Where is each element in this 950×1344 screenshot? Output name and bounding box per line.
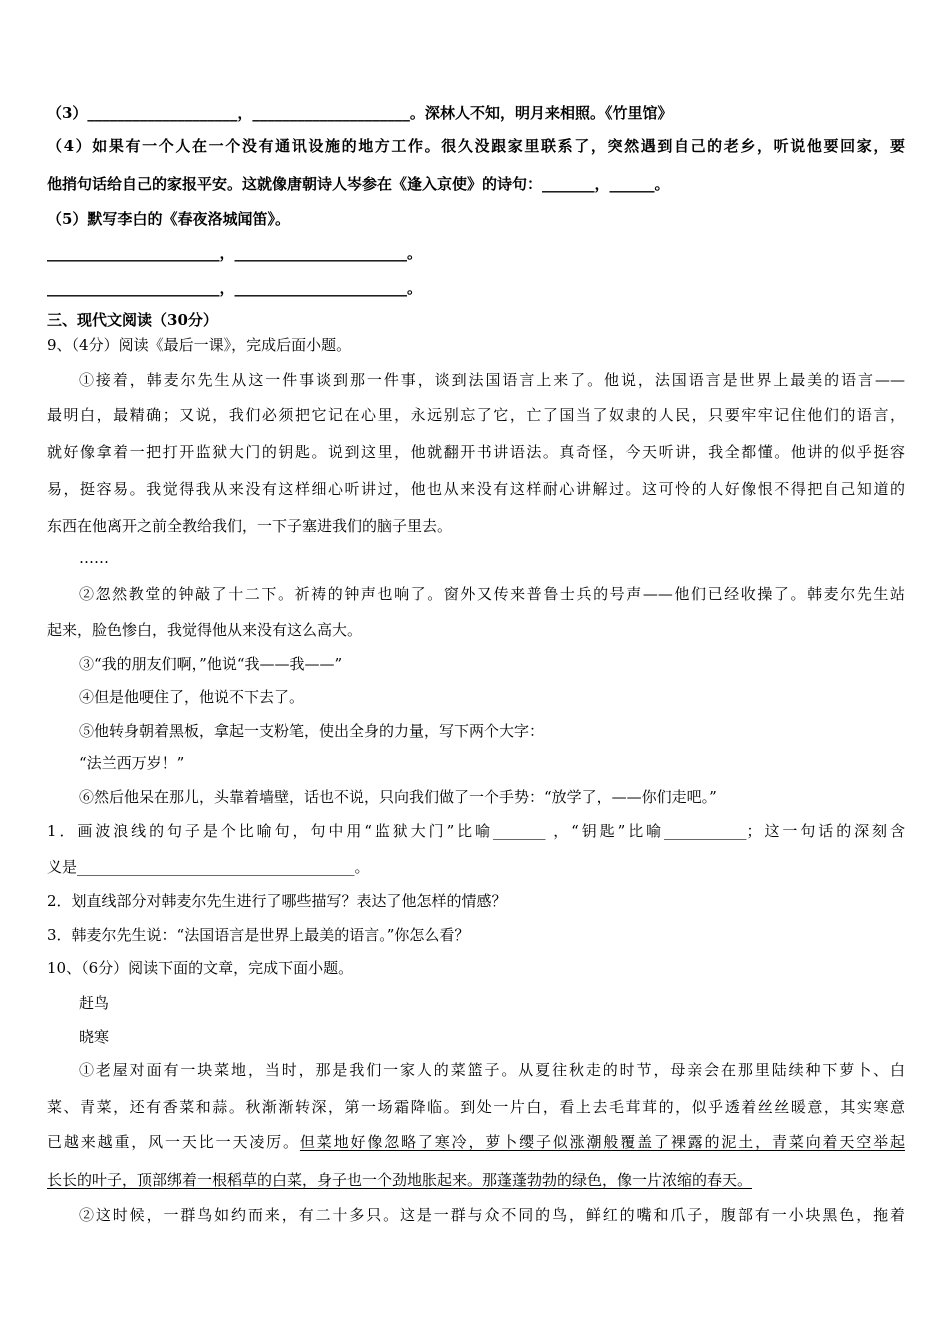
q9-passage-ellipsis: ……	[79, 549, 109, 567]
q9-question-3: 3．韩麦尔先生说：“法国语言是世界上最美的语言。”你怎么看？	[47, 926, 470, 944]
article-author: 晓寒	[79, 1028, 110, 1046]
q9-passage-line: ③“我的朋友们啊，”他说“我——我——”	[79, 655, 343, 673]
dictation-q5: （5）默写李白的《春夜洛城闻笛》。	[47, 210, 290, 228]
q10-passage-line: ②这时候，一群鸟如约而来，有二十多只。这是一群与众不同的鸟，鲜红的嘴和爪子，腹部有一小块黑色，拖着	[79, 1206, 905, 1224]
q9-passage-line: ④但是他哽住了，他说不下去了。	[79, 688, 305, 706]
q9-passage-line: 最明白，最精确；又说，我们必须把它记在心里，永远别忘了它，亡了国当了奴隶的人民，只要牢牢记住他们的语言，	[47, 406, 905, 424]
q9-passage-line: 就好像拿着一把打开监狱大门的钥匙。说到这里，他就翻开书讲语法。真奇怪，今天听讲，我全都懂。他讲的似乎挺容	[47, 443, 905, 461]
underlined-text: 但菜地好像忽略了寒冷，萝卜缨子似涨潮般覆盖了裸露的泥土，青菜向着天空举起	[299, 1133, 905, 1151]
q9-passage-line: 东西在他离开之前全教给我们，一下子塞进我们的脑子里去。	[47, 517, 453, 535]
q10-passage-line: 菜、青菜，还有香菜和蒜。秋渐渐转深，第一场霜降临。到处一片白，看上去毛茸茸的，似乎透着丝丝暖意，其实寒意	[47, 1098, 905, 1116]
q10-passage-line	[47, 1170, 752, 1190]
underlined-text: 长长的叶子，顶部绑着一根稻草的白菜，身子也一个劲地胀起来。那蓬蓬勃勃的绿色，像一片浓缩的春天。	[47, 1171, 753, 1189]
q10-passage-line	[47, 1132, 905, 1152]
dictation-q5-blank2: _______________________，_______________________。	[47, 279, 423, 297]
q10-intro: 10、（6分）阅读下面的文章，完成下面小题。	[47, 959, 354, 977]
q9-question-1-cont: 义是_____________________________________。	[47, 858, 370, 876]
q9-passage-line: 起来，脸色惨白，我觉得他从来没有这么高大。	[47, 621, 363, 639]
q9-passage-line: “法兰西万岁！”	[79, 754, 185, 772]
dictation-q4-line1: （4）如果有一个人在一个没有通讯设施的地方工作。很久没跟家里联系了，突然遇到自己的老乡，听说他要回家，要	[47, 137, 905, 155]
q9-passage-line: ②忽然教堂的钟敲了十二下。祈祷的钟声也响了。窗外又传来普鲁士兵的号声——他们已经收操了。韩麦尔先生站	[79, 585, 905, 603]
q9-passage-line: ⑥然后他呆在那儿，头靠着墙壁，话也不说，只向我们做了一个手势：“放学了，——你们走吧。”	[79, 788, 717, 806]
dictation-q4-line2: 他捎句话给自己的家报平安。这就像唐朝诗人岑参在《逢入京使》的诗句：_______，______。	[47, 175, 670, 193]
q9-question-2: 2．划直线部分对韩麦尔先生进行了哪些描写？表达了他怎样的情感？	[47, 892, 507, 910]
q9-question-1: 1．画波浪线的句子是个比喻句，句中用“监狱大门”比喻_______ ，“钥匙”比喻___________；这一句话的深刻含	[47, 822, 905, 840]
dictation-q5-blank1: _______________________，_______________________。	[47, 244, 423, 262]
q9-intro: 9、（4分）阅读《最后一课》，完成后面小题。	[47, 336, 352, 354]
q9-passage-line: 易，挺容易。我觉得我从来没有这样细心听讲过，他也从来没有这样耐心讲解过。这可怜的人好像恨不得把自己知道的	[47, 480, 905, 498]
q9-passage-line: ⑤他转身朝着黑板，拿起一支粉笔，使出全身的力量，写下两个大字：	[79, 722, 545, 740]
dictation-q3: （3）____________________，_____________________。深林人不知，明月来相照。《竹里馆》	[47, 104, 673, 122]
section-title: 三、现代文阅读（30分）	[47, 311, 218, 329]
q10-passage-line: ①老屋对面有一块菜地，当时，那是我们一家人的菜篮子。从夏往秋走的时节，母亲会在那里陆续种下萝卜、白	[79, 1061, 905, 1079]
q9-passage-line: ①接着，韩麦尔先生从这一件事谈到那一件事，谈到法国语言上来了。他说，法国语言是世界上最美的语言——	[79, 371, 905, 389]
article-title: 赶鸟	[79, 994, 110, 1012]
passage-text: 已越来越重，风一天比一天凌厉。	[47, 1133, 300, 1151]
